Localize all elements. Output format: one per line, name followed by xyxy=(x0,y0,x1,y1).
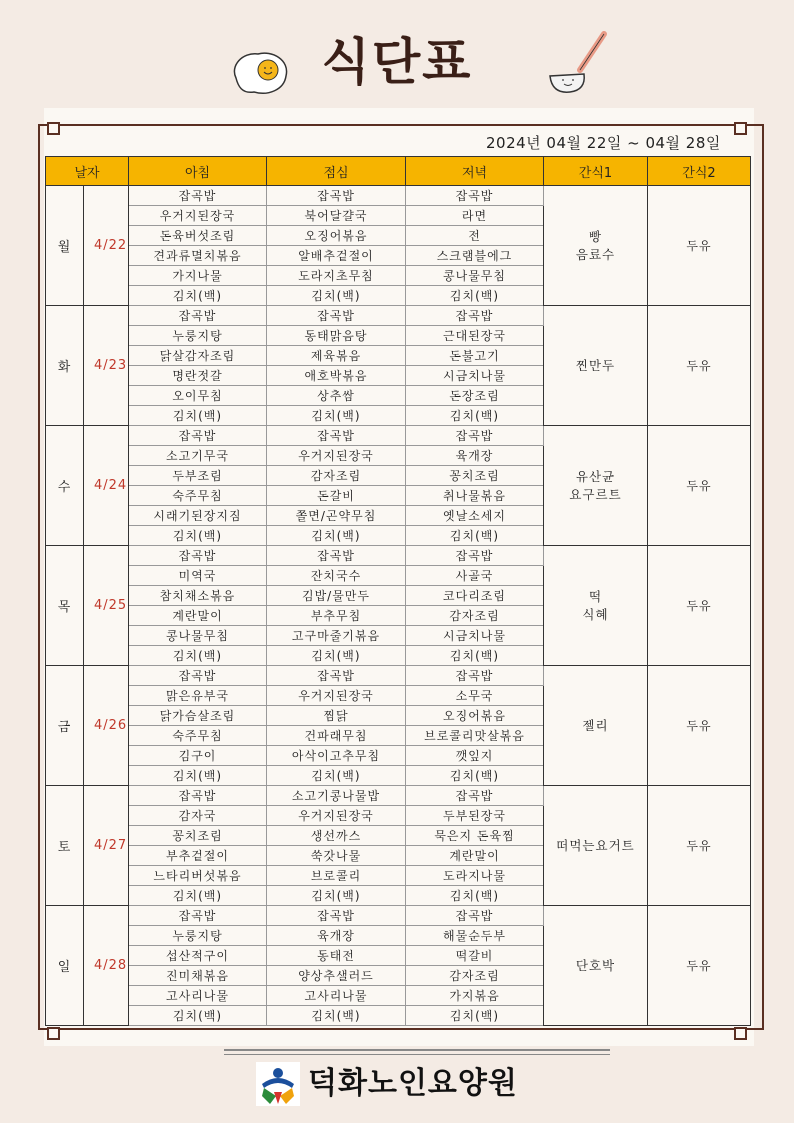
snack1-item: 떠먹는요거트 xyxy=(556,837,635,853)
header-breakfast: 아침 xyxy=(129,157,267,186)
dinner-item: 떡갈비 xyxy=(406,946,544,966)
dinner-item: 사골국 xyxy=(406,566,544,586)
snack2-cell: 두유 xyxy=(648,666,751,786)
lunch-item: 알배추겉절이 xyxy=(267,246,406,266)
lunch-item: 찜닭 xyxy=(267,706,406,726)
lunch-item: 도라지초무침 xyxy=(267,266,406,286)
header-lunch: 점심 xyxy=(267,157,406,186)
dinner-item: 김치(백) xyxy=(406,886,544,906)
dinner-item: 감자조림 xyxy=(406,966,544,986)
snack1-cell xyxy=(544,546,648,666)
lunch-item: 오징어볶음 xyxy=(267,226,406,246)
snack1-item: 찐만두 xyxy=(575,357,616,373)
breakfast-item: 참치채소볶음 xyxy=(129,586,267,606)
breakfast-item: 미역국 xyxy=(129,566,267,586)
dinner-item: 전 xyxy=(406,226,544,246)
lunch-item: 상추쌈 xyxy=(267,386,406,406)
dinner-item: 계란말이 xyxy=(406,846,544,866)
breakfast-item: 김치(백) xyxy=(129,766,267,786)
dinner-item: 잡곡밥 xyxy=(406,426,544,446)
breakfast-item: 오이무침 xyxy=(129,386,267,406)
breakfast-item: 김치(백) xyxy=(129,886,267,906)
dinner-item: 시금치나물 xyxy=(406,626,544,646)
breakfast-item: 콩나물무침 xyxy=(129,626,267,646)
day-cell: 토 xyxy=(46,786,84,906)
fried-egg-icon xyxy=(228,48,292,98)
lunch-item: 김치(백) xyxy=(267,1006,406,1026)
dinner-item: 잡곡밥 xyxy=(406,546,544,566)
lunch-item: 김밥/물만두 xyxy=(267,586,406,606)
breakfast-item: 꽁치조림 xyxy=(129,826,267,846)
lunch-item: 잔치국수 xyxy=(267,566,406,586)
breakfast-item: 가지나물 xyxy=(129,266,267,286)
snack2-cell: 두유 xyxy=(648,546,751,666)
lunch-item: 육개장 xyxy=(267,926,406,946)
snack1-cell xyxy=(544,786,648,906)
dinner-item: 근대된장국 xyxy=(406,326,544,346)
dinner-item: 라면 xyxy=(406,206,544,226)
breakfast-item: 닭살감자조림 xyxy=(129,346,267,366)
snack2-cell: 두유 xyxy=(648,906,751,1026)
dinner-item: 콩나물무침 xyxy=(406,266,544,286)
date-cell: 4/23 xyxy=(84,306,129,426)
breakfast-item: 시래기된장지짐 xyxy=(129,506,267,526)
breakfast-item: 김치(백) xyxy=(129,526,267,546)
breakfast-item: 명란젓갈 xyxy=(129,366,267,386)
dinner-item: 잡곡밥 xyxy=(406,666,544,686)
dinner-item: 스크램블에그 xyxy=(406,246,544,266)
day-cell: 금 xyxy=(46,666,84,786)
breakfast-item: 우거지된장국 xyxy=(129,206,267,226)
dinner-item: 김치(백) xyxy=(406,286,544,306)
header-dinner: 저녁 xyxy=(406,157,544,186)
dinner-item: 두부된장국 xyxy=(406,806,544,826)
table-row xyxy=(46,906,751,926)
lunch-item: 감자조림 xyxy=(267,466,406,486)
lunch-item: 아삭이고추무침 xyxy=(267,746,406,766)
table-header-row xyxy=(46,157,751,186)
dinner-item: 육개장 xyxy=(406,446,544,466)
breakfast-item: 김구이 xyxy=(129,746,267,766)
lunch-item: 잡곡밥 xyxy=(267,306,406,326)
page-title: 식단표 xyxy=(321,33,473,91)
day-cell: 화 xyxy=(46,306,84,426)
dinner-item: 잡곡밥 xyxy=(406,906,544,926)
snack1-cell xyxy=(544,186,648,306)
dinner-item: 가지볶음 xyxy=(406,986,544,1006)
breakfast-item: 잡곡밥 xyxy=(129,666,267,686)
breakfast-item: 소고기무국 xyxy=(129,446,267,466)
lunch-item: 김치(백) xyxy=(267,886,406,906)
lunch-item: 북어달걀국 xyxy=(267,206,406,226)
lunch-item: 잡곡밥 xyxy=(267,666,406,686)
dinner-item: 김치(백) xyxy=(406,1006,544,1026)
lunch-item: 양상추샐러드 xyxy=(267,966,406,986)
lunch-item: 부추무침 xyxy=(267,606,406,626)
snack1-item: 젤리 xyxy=(582,717,609,733)
dinner-item: 도라지나물 xyxy=(406,866,544,886)
header-date: 날자 xyxy=(46,157,129,186)
lunch-item: 돈갈비 xyxy=(267,486,406,506)
dinner-item: 시금치나물 xyxy=(406,366,544,386)
dinner-item: 소무국 xyxy=(406,686,544,706)
lunch-item: 잡곡밥 xyxy=(267,426,406,446)
table-row xyxy=(46,666,751,686)
dinner-item: 돈장조림 xyxy=(406,386,544,406)
snack1-item: 식혜 xyxy=(582,606,609,622)
footer-divider xyxy=(224,1054,610,1055)
snack1-item: 빵 xyxy=(588,228,603,244)
breakfast-item: 계란말이 xyxy=(129,606,267,626)
snack2-cell: 두유 xyxy=(648,426,751,546)
meal-table xyxy=(45,156,751,1026)
breakfast-item: 잡곡밥 xyxy=(129,546,267,566)
table-body xyxy=(46,186,751,1026)
table-row xyxy=(46,546,751,566)
dinner-item: 오징어볶음 xyxy=(406,706,544,726)
dinner-item: 잡곡밥 xyxy=(406,786,544,806)
lunch-item: 애호박볶음 xyxy=(267,366,406,386)
lunch-item: 잡곡밥 xyxy=(267,186,406,206)
breakfast-item: 잡곡밥 xyxy=(129,906,267,926)
lunch-item: 김치(백) xyxy=(267,526,406,546)
snack2-cell: 두유 xyxy=(648,786,751,906)
breakfast-item: 잡곡밥 xyxy=(129,186,267,206)
lunch-item: 우거지된장국 xyxy=(267,806,406,826)
dinner-item: 돈불고기 xyxy=(406,346,544,366)
date-cell: 4/25 xyxy=(84,546,129,666)
lunch-item: 동태맑음탕 xyxy=(267,326,406,346)
breakfast-item: 느타리버섯볶음 xyxy=(129,866,267,886)
dinner-item: 김치(백) xyxy=(406,766,544,786)
dinner-item: 묵은지 돈육찜 xyxy=(406,826,544,846)
dinner-item: 잡곡밥 xyxy=(406,186,544,206)
date-range: 2024년 04월 22일 ~ 04월 28일 xyxy=(486,134,721,152)
dinner-item: 잡곡밥 xyxy=(406,306,544,326)
breakfast-item: 잡곡밥 xyxy=(129,426,267,446)
dinner-item: 해물순두부 xyxy=(406,926,544,946)
dinner-item: 깻잎지 xyxy=(406,746,544,766)
snack2-cell: 두유 xyxy=(648,306,751,426)
date-cell: 4/24 xyxy=(84,426,129,546)
lunch-item: 소고기콩나물밥 xyxy=(267,786,406,806)
table-row xyxy=(46,186,751,206)
snack2-cell: 두유 xyxy=(648,186,751,306)
lunch-item: 김치(백) xyxy=(267,646,406,666)
org-logo xyxy=(256,1062,300,1106)
breakfast-item: 견과류멸치볶음 xyxy=(129,246,267,266)
lunch-item: 우거지된장국 xyxy=(267,446,406,466)
date-cell: 4/28 xyxy=(84,906,129,1026)
lunch-item: 김치(백) xyxy=(267,766,406,786)
snack1-cell xyxy=(544,426,648,546)
snack1-cell xyxy=(544,666,648,786)
snack1-item: 떡 xyxy=(588,588,603,604)
breakfast-item: 김치(백) xyxy=(129,646,267,666)
lunch-item: 생선까스 xyxy=(267,826,406,846)
lunch-item: 쫄면/곤약무침 xyxy=(267,506,406,526)
lunch-item: 잡곡밥 xyxy=(267,906,406,926)
snack1-cell xyxy=(544,906,648,1026)
breakfast-item: 숙주무침 xyxy=(129,726,267,746)
snack1-item: 유산균 xyxy=(575,468,616,484)
footer-divider xyxy=(224,1049,610,1051)
breakfast-item: 김치(백) xyxy=(129,406,267,426)
corner-ornament xyxy=(734,1027,747,1040)
ladle-icon xyxy=(546,28,610,98)
breakfast-item: 두부조림 xyxy=(129,466,267,486)
breakfast-item: 닭가슴살조림 xyxy=(129,706,267,726)
breakfast-item: 누룽지탕 xyxy=(129,926,267,946)
dinner-item: 취나물볶음 xyxy=(406,486,544,506)
breakfast-item: 돈육버섯조림 xyxy=(129,226,267,246)
snack1-item: 음료수 xyxy=(575,246,616,262)
header-snack1: 간식1 xyxy=(544,157,648,186)
breakfast-item: 진미채볶음 xyxy=(129,966,267,986)
lunch-item: 건파래무침 xyxy=(267,726,406,746)
breakfast-item: 감자국 xyxy=(129,806,267,826)
lunch-item: 고사리나물 xyxy=(267,986,406,1006)
dinner-item: 김치(백) xyxy=(406,646,544,666)
corner-ornament xyxy=(47,122,60,135)
lunch-item: 김치(백) xyxy=(267,286,406,306)
corner-ornament xyxy=(47,1027,60,1040)
dinner-item: 김치(백) xyxy=(406,526,544,546)
dinner-item: 옛날소세지 xyxy=(406,506,544,526)
dinner-item: 꽁치조림 xyxy=(406,466,544,486)
date-cell: 4/22 xyxy=(84,186,129,306)
breakfast-item: 김치(백) xyxy=(129,286,267,306)
lunch-item: 쑥갓나물 xyxy=(267,846,406,866)
table-row xyxy=(46,786,751,806)
dinner-item: 브로콜리맛살볶음 xyxy=(406,726,544,746)
day-cell: 일 xyxy=(46,906,84,1026)
organization-name: 덕화노인요양원 xyxy=(308,1066,518,1101)
day-cell: 수 xyxy=(46,426,84,546)
lunch-item: 우거지된장국 xyxy=(267,686,406,706)
breakfast-item: 김치(백) xyxy=(129,1006,267,1026)
breakfast-item: 섭산적구이 xyxy=(129,946,267,966)
lunch-item: 동태전 xyxy=(267,946,406,966)
breakfast-item: 숙주무침 xyxy=(129,486,267,506)
breakfast-item: 부추겉절이 xyxy=(129,846,267,866)
date-cell: 4/26 xyxy=(84,666,129,786)
lunch-item: 브로콜리 xyxy=(267,866,406,886)
snack1-cell xyxy=(544,306,648,426)
day-cell: 월 xyxy=(46,186,84,306)
corner-ornament xyxy=(734,122,747,135)
breakfast-item: 잡곡밥 xyxy=(129,306,267,326)
day-cell: 목 xyxy=(46,546,84,666)
lunch-item: 고구마줄기볶음 xyxy=(267,626,406,646)
breakfast-item: 잡곡밥 xyxy=(129,786,267,806)
date-cell: 4/27 xyxy=(84,786,129,906)
dinner-item: 감자조림 xyxy=(406,606,544,626)
dinner-item: 코다리조림 xyxy=(406,586,544,606)
snack1-item: 요구르트 xyxy=(569,486,622,502)
breakfast-item: 누룽지탕 xyxy=(129,326,267,346)
table-row xyxy=(46,306,751,326)
breakfast-item: 맑은유부국 xyxy=(129,686,267,706)
table-row xyxy=(46,426,751,446)
breakfast-item: 고사리나물 xyxy=(129,986,267,1006)
header-snack2: 간식2 xyxy=(648,157,751,186)
dinner-item: 김치(백) xyxy=(406,406,544,426)
lunch-item: 제육볶음 xyxy=(267,346,406,366)
lunch-item: 잡곡밥 xyxy=(267,546,406,566)
snack1-item: 단호박 xyxy=(575,957,616,973)
lunch-item: 김치(백) xyxy=(267,406,406,426)
